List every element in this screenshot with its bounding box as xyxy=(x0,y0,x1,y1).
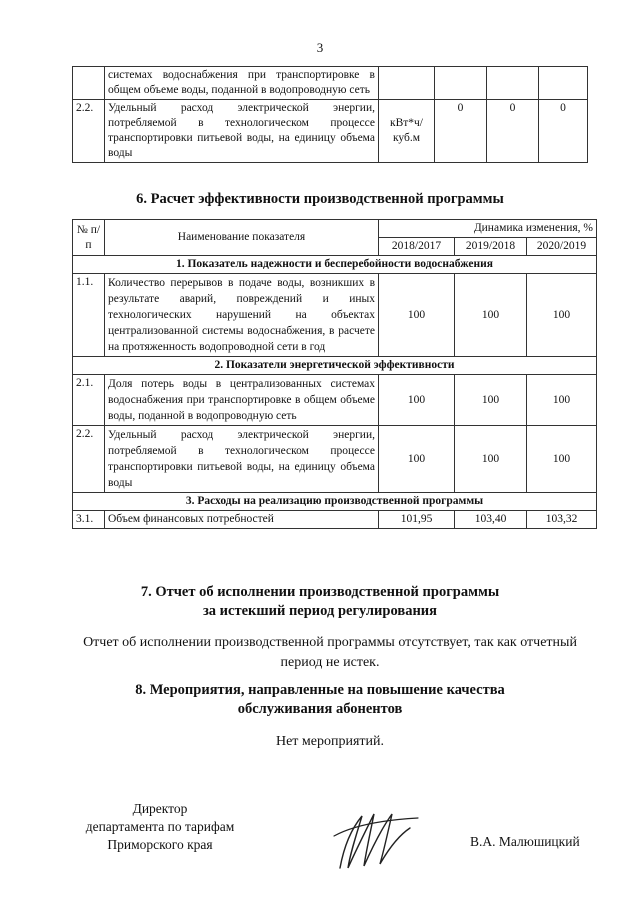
handwritten-signature-icon xyxy=(322,806,422,876)
value-cell: 0 xyxy=(487,100,539,163)
section8-text: Нет мероприятий. xyxy=(275,734,385,749)
value-cell: 0 xyxy=(435,100,487,163)
unit-cell: кВт*ч/ куб.м xyxy=(379,100,435,163)
value-cell: 103,40 xyxy=(455,511,527,529)
value-cell: 100 xyxy=(527,274,597,357)
row-number: 2.2. xyxy=(73,100,105,163)
section6-title: 6. Расчет эффективности производственной программы xyxy=(136,191,504,207)
value-cell: 100 xyxy=(455,426,527,493)
indicator-name: Доля потерь воды в централизованных системах водоснабжения при транспортировке в общем объеме воды, поданной в водопроводную сеть xyxy=(105,375,379,426)
section7-text: Отчет об исполнении производственной программы отсутствует, так как отчетный период не истек. xyxy=(83,635,577,670)
group-header-row xyxy=(73,493,597,511)
value-cell: 100 xyxy=(379,274,455,357)
value-cell: 100 xyxy=(379,426,455,493)
value-cell: 100 xyxy=(455,375,527,426)
value-cell: 100 xyxy=(455,274,527,357)
header-year: 2020/2019 xyxy=(527,238,597,256)
continued-table xyxy=(72,66,588,163)
table-row xyxy=(73,274,597,357)
section8-title-line2: обслуживания абонентов xyxy=(237,701,403,717)
header-year: 2018/2017 xyxy=(379,238,455,256)
table-row xyxy=(73,67,588,100)
header-year: 2019/2018 xyxy=(455,238,527,256)
header-dynamics: Динамика изменения, % xyxy=(379,220,597,238)
group-title: 1. Показатель надежности и бесперебойности водоснабжения xyxy=(73,256,597,274)
row-number: 1.1. xyxy=(73,274,105,357)
row-number: 2.1. xyxy=(73,375,105,426)
position-line: Директор xyxy=(132,801,188,816)
value-cell: 100 xyxy=(527,426,597,493)
efficiency-table xyxy=(72,219,597,529)
value-cell: 100 xyxy=(379,375,455,426)
group-title: 3. Расходы на реализацию производственной программы xyxy=(73,493,597,511)
position-line: департамента по тарифам xyxy=(85,819,235,834)
row-number: 3.1. xyxy=(73,511,105,529)
indicator-name: Объем финансовых потребностей xyxy=(105,511,379,529)
position-line: Приморского края xyxy=(107,837,213,852)
section7-title-line1: 7. Отчет об исполнении производственной программы xyxy=(140,584,500,600)
table-row xyxy=(73,375,597,426)
table-row xyxy=(73,100,588,163)
table-row xyxy=(73,426,597,493)
indicator-name: Удельный расход электрической энергии, потребляемой в технологическом процессе транспортировки питьевой воды, на единицу объема воды xyxy=(105,100,379,163)
row-number: 2.2. xyxy=(73,426,105,493)
value-cell: 100 xyxy=(527,375,597,426)
indicator-name: системах водоснабжения при транспортировке в общем объеме воды, поданной в водопроводную сеть xyxy=(105,67,379,100)
group-header-row xyxy=(73,256,597,274)
group-header-row xyxy=(73,357,597,375)
value-cell: 103,32 xyxy=(527,511,597,529)
signatory-name: В.А. Малюшицкий xyxy=(470,834,580,849)
indicator-name: Количество перерывов в подаче воды, возникших в результате аварий, повреждений и иных технологических нарушений на объектах централизованной системы водоснабжения, в расчете на протяженность водопроводной сети в год xyxy=(105,274,379,357)
value-cell: 101,95 xyxy=(379,511,455,529)
section8-title-line1: 8. Мероприятия, направленные на повышение качества xyxy=(135,682,505,698)
indicator-name: Удельный расход электрической энергии, потребляемой в технологическом процессе транспортировки питьевой воды, на единицу объема воды xyxy=(105,426,379,493)
value-cell: 0 xyxy=(539,100,588,163)
table-row xyxy=(73,511,597,529)
page-number: 3 xyxy=(316,40,324,55)
signatory-position xyxy=(60,800,260,854)
header-num: № п/п xyxy=(73,220,105,256)
header-name: Наименование показателя xyxy=(105,220,379,256)
section7-title-line2: за истекший период регулирования xyxy=(202,603,438,619)
header-row xyxy=(73,220,597,238)
group-title: 2. Показатели энергетической эффективности xyxy=(73,357,597,375)
